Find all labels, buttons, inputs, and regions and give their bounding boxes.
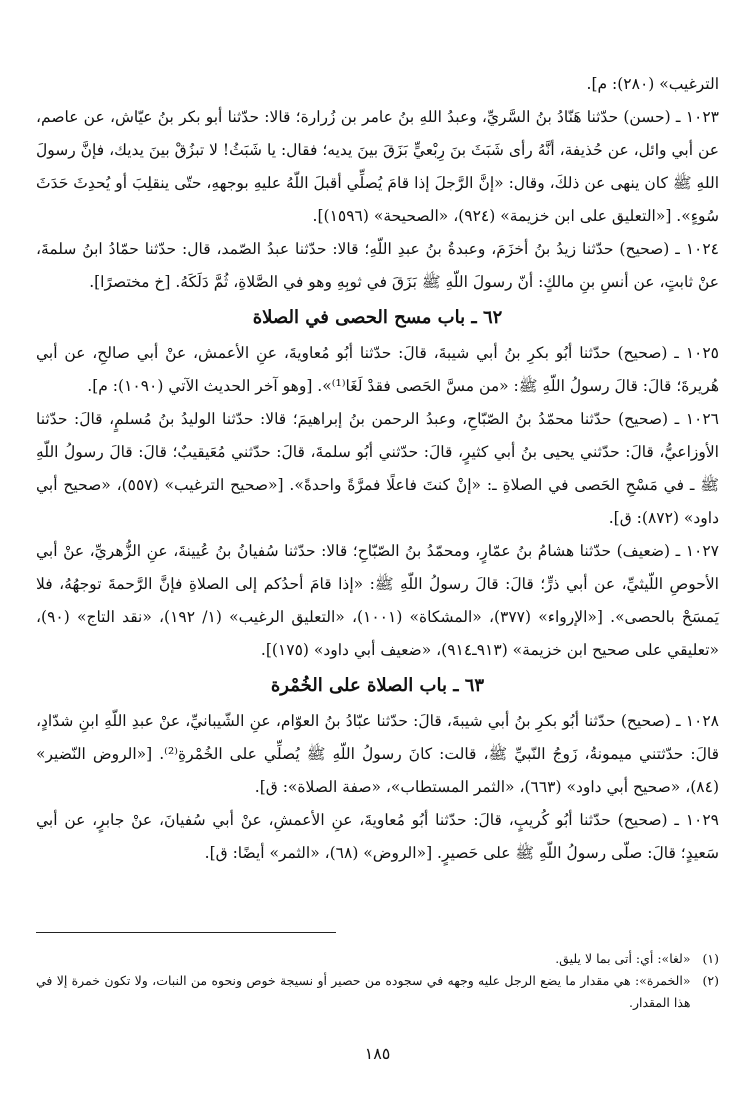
footnote-text: «لغا»: أي: أتى بما لا يليق.: [555, 951, 691, 966]
footnote-item: [36, 948, 719, 970]
hadith-1029: ١٠٢٩ ـ (صحيح) حدّثنا أبُو كُريبٍ، قالَ: حدّثنا أبُو مُعاويةَ، عنِ الأعمشِ، عنْ أبي سُفيانَ، عنْ جابرٍ، عن أبي سَعيدٍ؛ قالَ: صلّى رسولُ اللّهِ ﷺ على حَصيرٍ. [«الروض» (٦٨)، «الثمر» أيضًا: ق].: [36, 811, 719, 862]
hadith-1026: ١٠٢٦ ـ (صحيح) حدّثنا محمّدُ بنُ الصّبّاحِ، وعبدُ الرحمن بنُ إبراهيمَ؛ قالا: حدّثنا الوليدُ بنُ مُسلمٍ، قالَ: حدّثنا الأوزاعيُّ، قالَ: حدّثني يحيى بنُ أبي كثيرٍ، قالَ: حدّثني أبُو سلمةَ، قالَ: حدّثني مُعَيقيبٌ؛ قالَ: قالَ رسولُ اللّهِ ﷺ ـ في مَسْحِ الحَصى في الصلاةِ ـ: «إنْ كنتَ فاعلًا فمرَّةً واحدةً». [«صحيح الترغيب» (٥٥٧)، «صحيح أبي داود» (٨٧٢): ق].: [36, 410, 719, 527]
hadith-1023: ١٠٢٣ ـ (حسن) حدّثنا هَنّادُ بنُ السَّريِّ، وعبدُ اللهِ بنُ عامر بن زُرارة؛ قالا: حدّثنا أبو بكر بنُ عيّاش، عن عاصم، عن أبي وائل، عن حُذيفة، أنَّهُ رأى شَبَثَ بنَ رِبْعيٍّ بَزَقَ بينَ يديه؛ فقال: يا شَبَثُ! لا تبزُقْ بينَ يديك، فإنَّ رسولَ اللهِ ﷺ كان ينهى عن ذلكَ، وقال: «إنَّ الرَّجلَ إذا قامَ يُصلِّي أقبلَ اللّهُ عليهِ بوجههِ، حتّى ينقلِبَ أو يُحدِثَ حَدَثَ سُوءٍ». [«التعليق على ابن خزيمة» (٩٢٤)، «الصحيحة» (١٥٩٦)].: [36, 108, 719, 225]
chapter-heading-62: ٦٢ ـ باب مسح الحصى في الصلاة: [252, 307, 503, 328]
footnote-number: (٢): [702, 973, 719, 988]
hadith-1024: ١٠٢٤ ـ (صحيح) حدّثنا زيدُ بنُ أخزَمَ، وعبدةُ بنُ عبدِ اللّهِ؛ قالا: حدّثنا عبدُ الصّمد، قال: حدّثنا حمّادُ ابنُ سلمةَ، عنْ ثابتٍ، عن أنسِ بنِ مالكٍ: أنّ رسولَ اللّهِ ﷺ بَزَقَ في ثوبِهِ وهو في الصَّلاةِ، ثُمَّ دَلَكَهُ. [خ مختصرًا].: [36, 240, 719, 291]
footnote-item: [36, 970, 719, 1014]
hadith-1027: ١٠٢٧ ـ (ضعيف) حدّثنا هشامُ بنُ عمّارٍ، ومحمّدُ بنُ الصّبّاحِ؛ قالا: حدّثنا سُفيانُ بنُ عُيينةَ، عنِ الزُّهريِّ، عنْ أبي الأحوصِ اللّيثيِّ، عن أبي ذرٍّ؛ قالَ: قالَ رسولُ اللّهِ ﷺ: «إذا قامَ أحدُكم إلى الصلاةِ فإنَّ الرَّحمةَ توجهُهُ، فلا يَمسَحْ بالحصى». [«الإرواء» (٣٧٧)، «المشكاة» (١٠٠١)، «التعليق الرغيب» (١/ ١٩٢)، «نقد التاج» (٩٠)، «تعليقي على صحيح ابن خزيمة» (٩١٣ـ٩١٤)، «ضعيف أبي داود» (١٧٥)].: [36, 542, 719, 659]
hadith-1025: ١٠٢٥ ـ (صحيح) حدّثنا أبُو بكرِ بنُ أبي شيبةَ، قالَ: حدّثنا أبُو مُعاويةَ، عنِ الأعمش، عنْ أبي صالحِ، عن أبي هُريرةَ؛ قالَ: قالَ رسولُ اللّهِ ﷺ: «من مسَّ الحَصى فقدْ لَغَا⁽¹⁾». [وهو آخر الحديث الآتي (١٠٩٠): م].: [36, 344, 719, 395]
chapter-heading-63: ٦٣ ـ باب الصلاة على الخُمْرة: [270, 675, 485, 696]
page-number: ١٨٥: [364, 1044, 391, 1063]
footnote-number: (١): [702, 951, 719, 966]
footnote-divider: [36, 932, 336, 933]
footnote-text: «الخمرة»: هي مقدار ما يضع الرجل عليه وجهه في سجوده من حصير أو نسيجة خوص ونحوه من النبات، ولا تكون خمرة إلا في هذا المقدار.: [36, 973, 691, 1010]
footnotes: [36, 948, 719, 1014]
paragraph-continuation: الترغيب» (٢٨٠): م].: [586, 75, 719, 93]
hadith-1028: ١٠٢٨ ـ (صحيح) حدّثنا أبُو بكرِ بنُ أبي شيبةَ، قالَ: حدّثنا عبّادُ بنُ العوّام، عنِ الشّيبانيِّ، عنْ عبدِ اللّهِ ابنِ شدّادٍ، قالَ: حدّثتني ميمونةُ، زَوجُ النّبيِّ ﷺ، قالت: كانَ رسولُ اللّهِ ﷺ يُصلِّي على الخُمْرةِ⁽²⁾. [«الروض النّضير» (٨٤)، «صحيح أبي داود» (٦٦٣)، «الثمر المستطاب»، «صفة الصلاة»: ق].: [36, 712, 719, 796]
